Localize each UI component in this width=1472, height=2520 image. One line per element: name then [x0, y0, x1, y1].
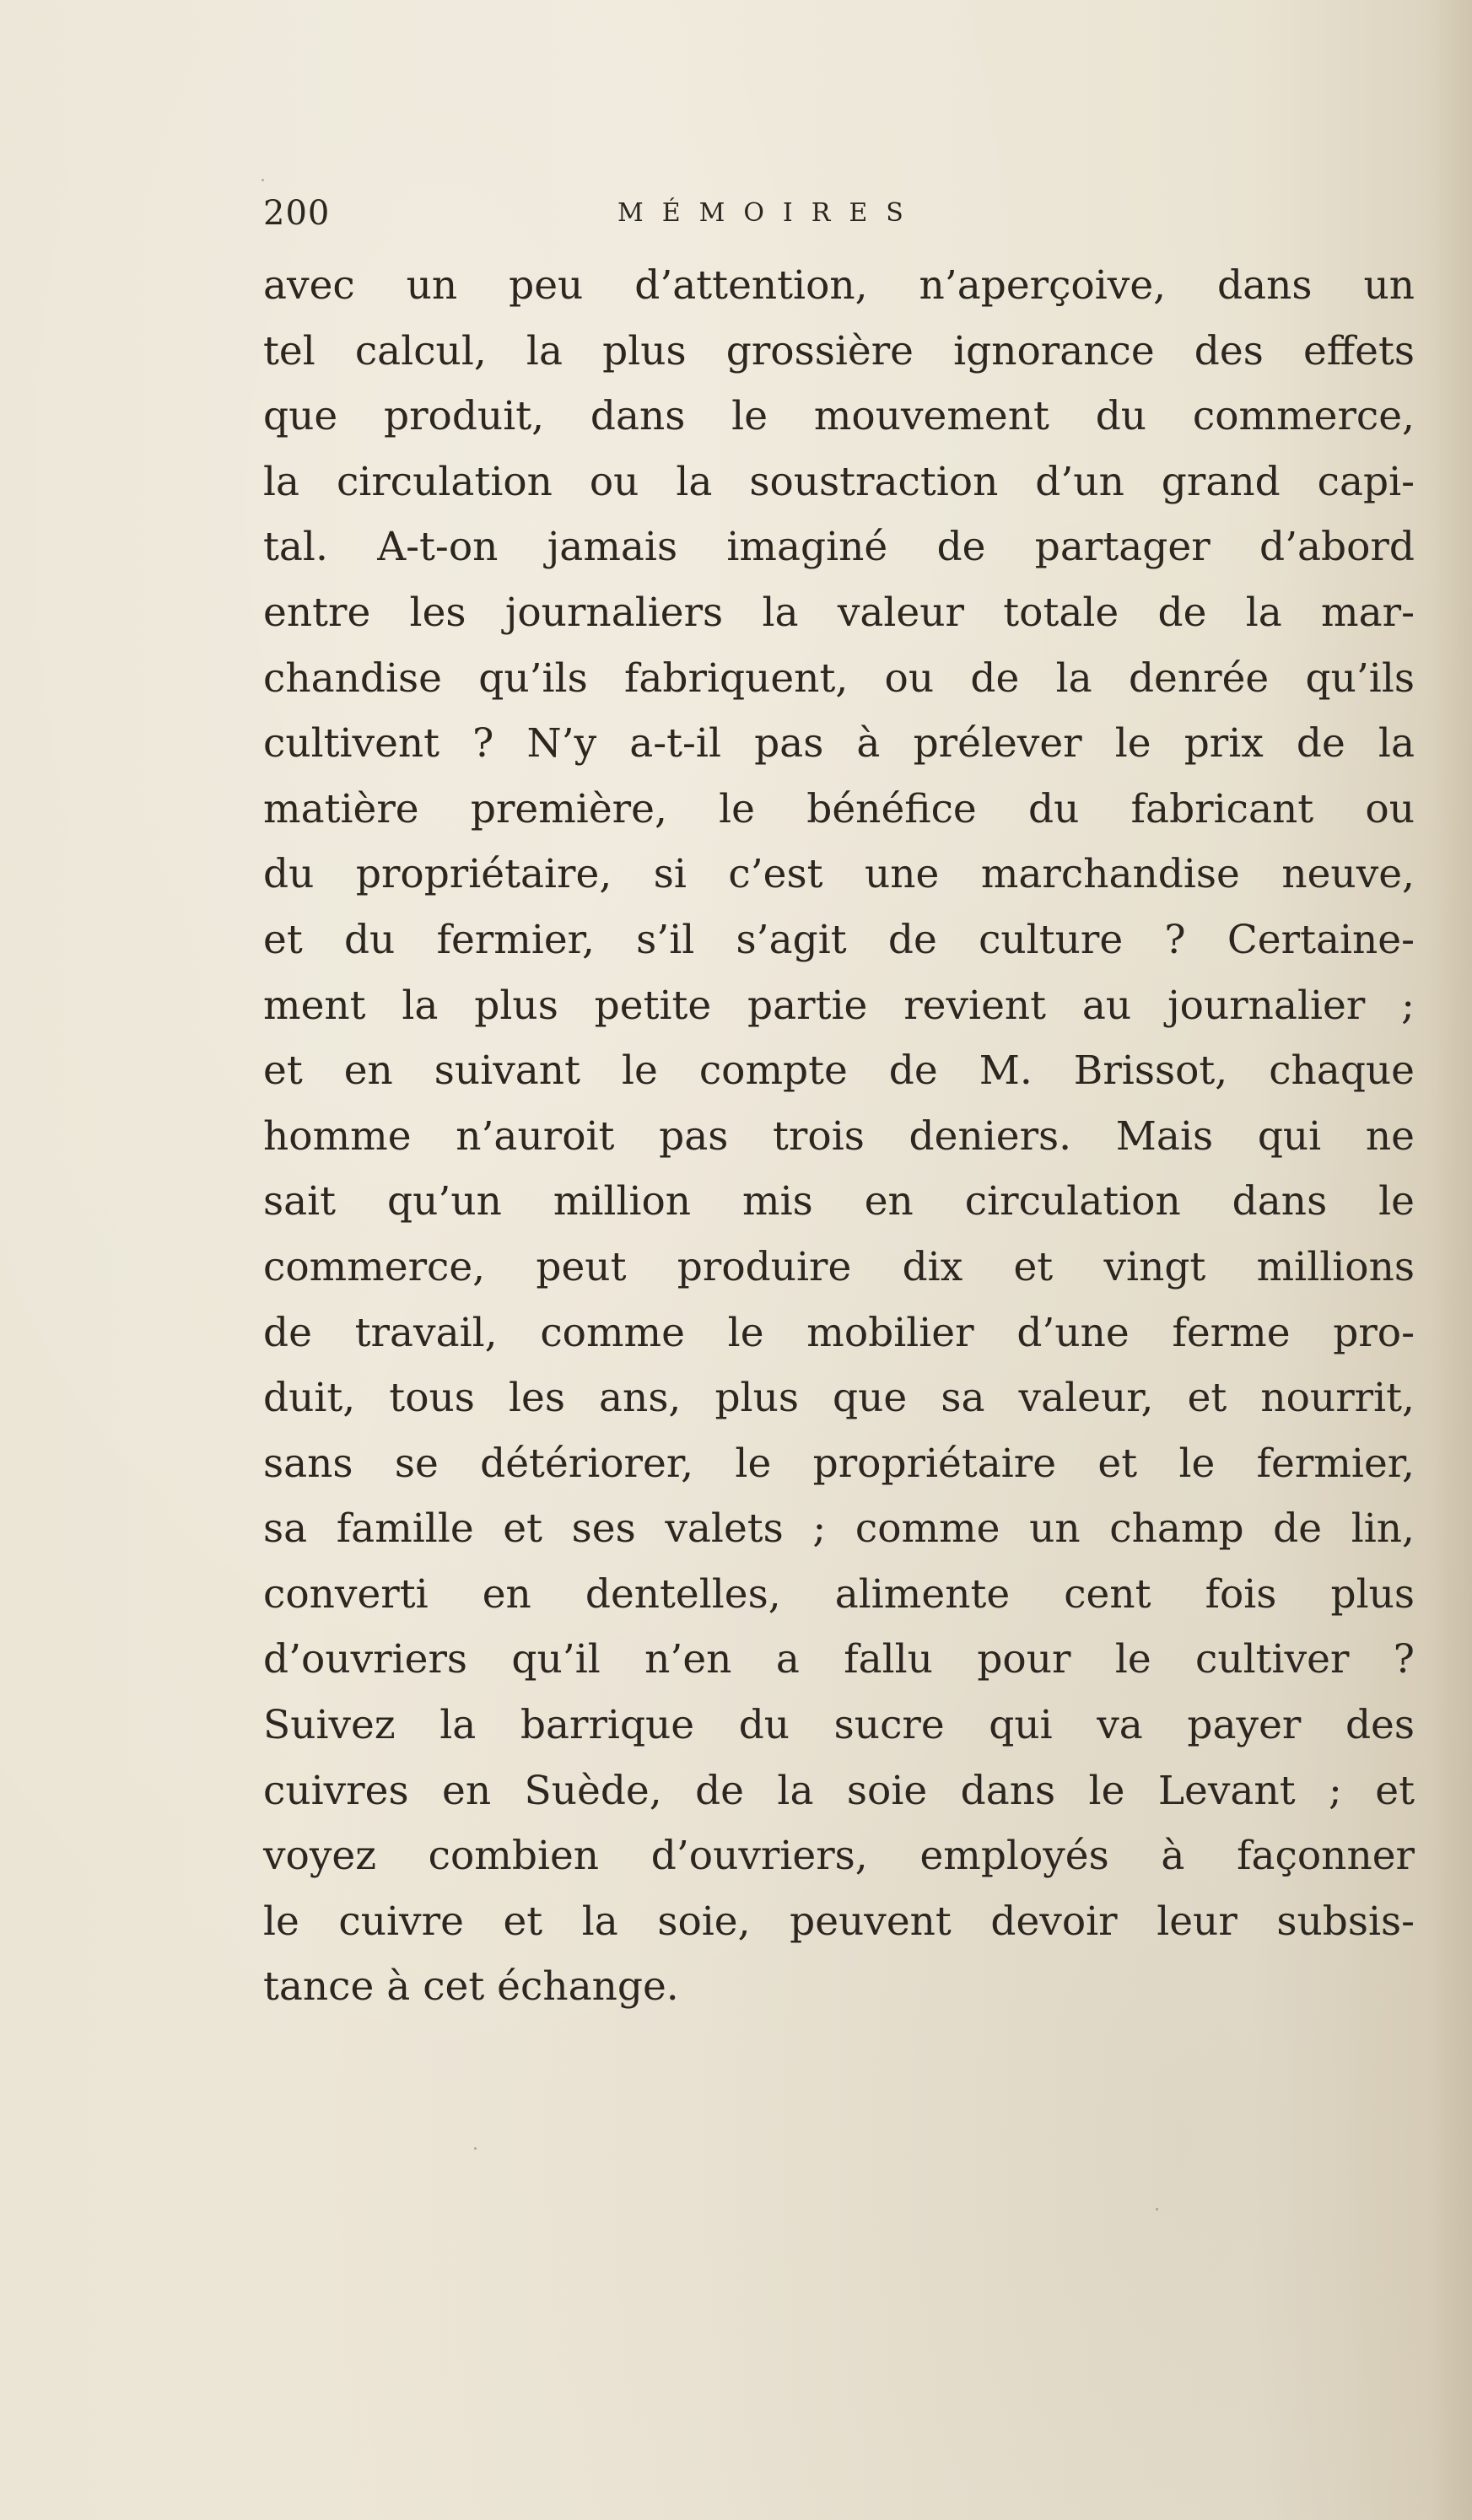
- running-head: MÉMOIRES: [617, 198, 922, 228]
- text-line: que produit, dans le mouvement du commerce,: [263, 393, 1415, 440]
- text-line: tal. A-t-on jamais imaginé de partager d’abord: [263, 524, 1415, 571]
- text-line: sans se détériorer, le propriétaire et le fermier,: [263, 1440, 1415, 1487]
- text-line: la circulation ou la soustraction d’un grand capi-: [263, 458, 1415, 505]
- text-line: voyez combien d’ouvriers, employés à façonner: [263, 1833, 1415, 1880]
- text-line: tel calcul, la plus grossière ignorance des effets: [263, 327, 1415, 374]
- paper-speck: [262, 179, 264, 181]
- text-line: chandise qu’ils fabriquent, ou de la denrée qu’ils: [263, 654, 1415, 702]
- text-line: sait qu’un million mis en circulation dans le: [263, 1178, 1415, 1225]
- paper-speck: [474, 2147, 477, 2150]
- text-line: avec un peu d’attention, n’aperçoive, dans un: [263, 262, 1415, 309]
- text-line: Suivez la barrique du sucre qui va payer des: [263, 1702, 1415, 1749]
- page-number: 200: [263, 194, 331, 233]
- text-line: cultivent ? N’y a-t-il pas à prélever le prix de la: [263, 720, 1415, 767]
- text-line: le cuivre et la soie, peuvent devoir leur subsis-: [263, 1898, 1415, 1945]
- text-line: de travail, comme le mobilier d’une ferme pro-: [263, 1309, 1415, 1356]
- text-line: matière première, le bénéfice du fabricant ou: [263, 785, 1415, 832]
- text-line: commerce, peut produire dix et vingt millions: [263, 1243, 1415, 1290]
- paper-speck: [1156, 2208, 1158, 2210]
- text-line: entre les journaliers la valeur totale de la mar-: [263, 589, 1415, 636]
- text-line: et du fermier, s’il s’agit de culture ? Certaine-: [263, 916, 1415, 963]
- text-line: sa famille et ses valets ; comme un champ de lin,: [263, 1505, 1415, 1553]
- text-line: ment la plus petite partie revient au journalier ;: [263, 982, 1415, 1029]
- text-line: d’ouvriers qu’il n’en a fallu pour le cultiver ?: [263, 1636, 1415, 1683]
- text-line: homme n’auroit pas trois deniers. Mais qui ne: [263, 1112, 1415, 1160]
- text-line: duit, tous les ans, plus que sa valeur, et nourrit,: [263, 1375, 1415, 1422]
- text-line-last: tance à cet échange.: [263, 1963, 679, 2011]
- text-line: du propriétaire, si c’est une marchandise neuve,: [263, 851, 1415, 898]
- page-header: [263, 192, 1157, 234]
- body-text: [263, 253, 1415, 2020]
- text-line: et en suivant le compte de M. Brissot, chaque: [263, 1047, 1415, 1095]
- text-line: converti en dentelles, alimente cent fois plus: [263, 1570, 1415, 1618]
- text-line: cuivres en Suède, de la soie dans le Levant ; et: [263, 1767, 1415, 1814]
